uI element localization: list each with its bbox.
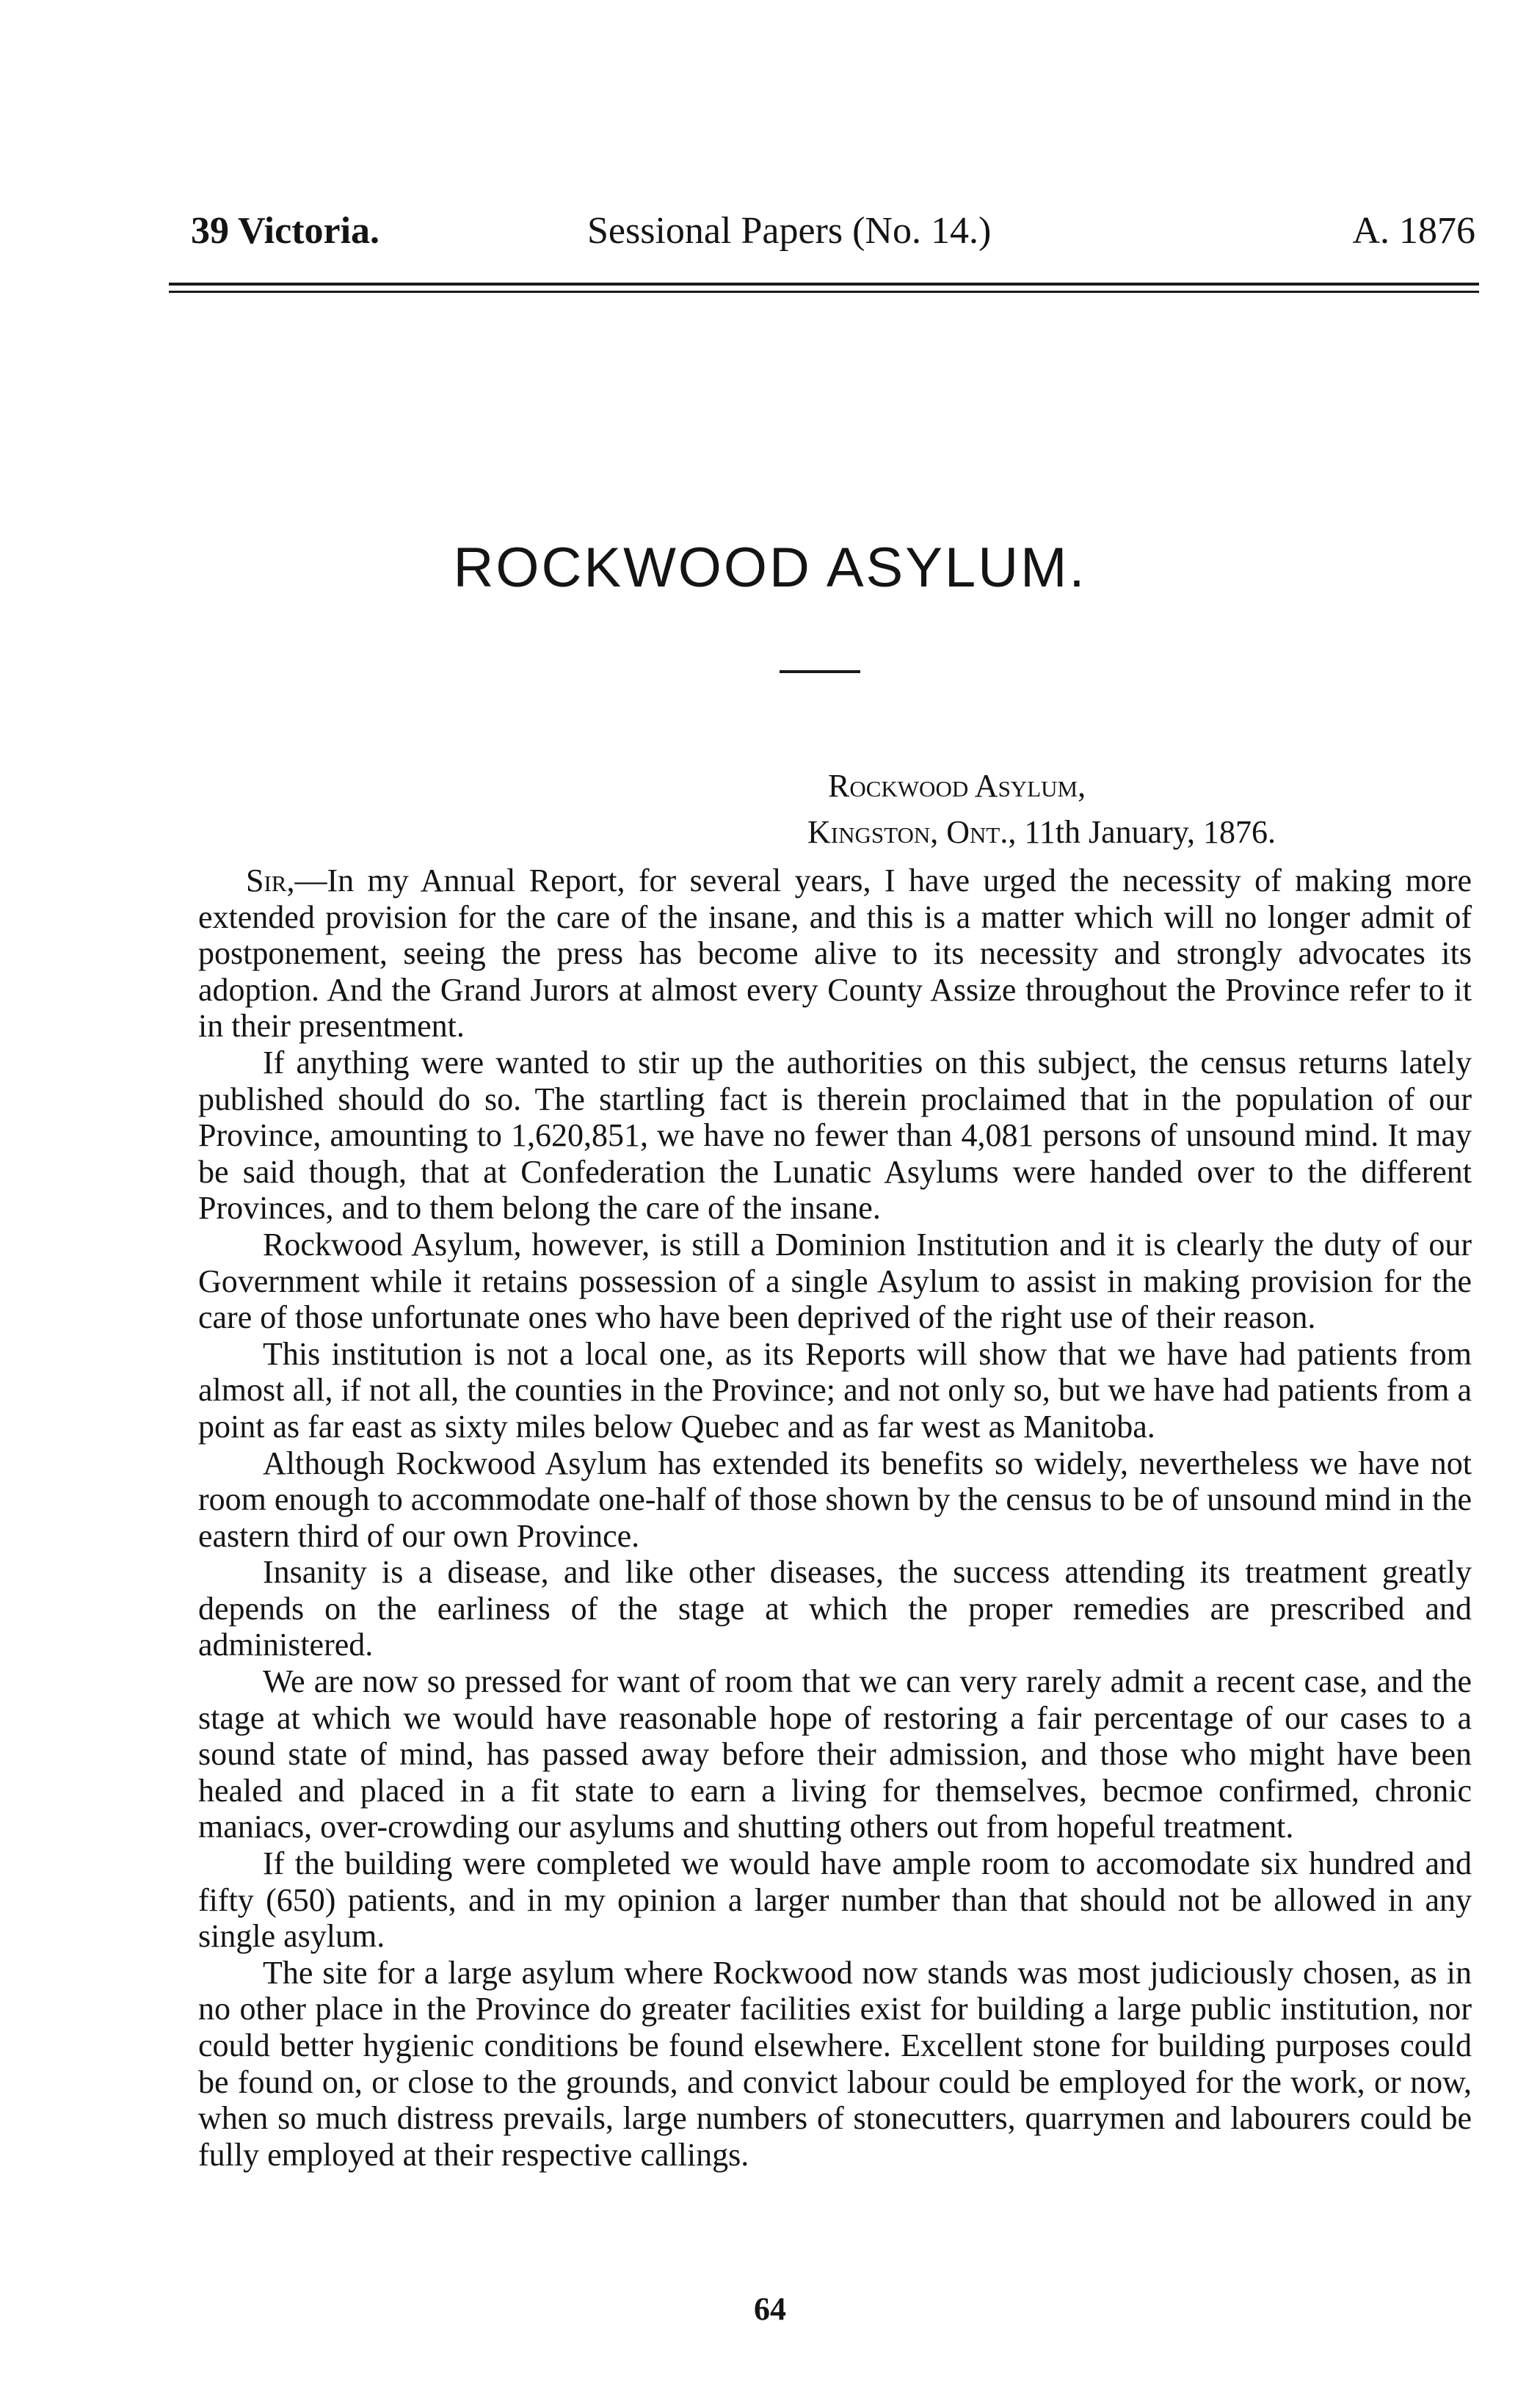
paragraph: If anything were wanted to stir up the authorities on this subject, the census returns lately published should do so. The startling fact is therein proclaimed that in the population of our Province, amounting to 1,620,851, we have no fewer than 4,081 persons of unsound mind. It may be said though, that at Confederation the Lunatic Asylums were handed over to the different Provinces, and to them belong the care of the insane. (198, 1044, 1472, 1227)
paragraph: Rockwood Asylum, however, is still a Dominion Institution and it is clearly the duty of our Government while it retains possession of a single Asylum to assist in making provision for the care of those unfortunate ones who have been deprived of the right use of their reason. (198, 1226, 1472, 1336)
header-rule-bottom (169, 291, 1479, 293)
paragraph: Although Rockwood Asylum has extended its benefits so widely, nevertheless we have not room enough to accommodate one-half of those shown by the census to be of unsound mind in the eastern third of our own Province. (198, 1445, 1472, 1554)
paragraph: This institution is not a local one, as its Reports will show that we have had patients from almost all, if not all, the counties in the Province; and not only so, but we have had patients from a point as far east as sixty miles below Quebec and as far west as Manitoba. (198, 1335, 1472, 1445)
page-number: 64 (754, 2291, 786, 2327)
dateline-institution: Rockwood Asylum, (828, 768, 1086, 804)
dateline-date: 11th January, 1876. (1024, 814, 1276, 850)
letter-body (198, 863, 1472, 2173)
header-rule-top (169, 283, 1479, 286)
salutation: Sir, (246, 863, 295, 898)
paragraph: We are now so pressed for want of room that we can very rarely admit a recent case, and the stage at which we would have reasonable hope of restoring a fair percentage of our cases to a sound state of mind, has passed away before their admission, and those who might have been healed and placed in a fit state to earn a living for themselves, becmoe confirmed, chronic maniacs, over-crowding our asylums and shutting others out from hopeful treatment. (198, 1663, 1472, 1845)
paragraph: If the building were completed we would have ample room to accomodate six hundred and fifty (650) patients, and in my opinion a larger number than that should not be allowed in any single asylum. (198, 1845, 1472, 1955)
paragraph (198, 863, 1472, 1045)
running-header (191, 209, 1475, 268)
title-divider (780, 670, 860, 673)
dateline-place: Kingston, Ont., (807, 814, 1017, 850)
header-volume: 39 Victoria. (191, 210, 380, 252)
header-series: Sessional Papers (No. 14.) (587, 210, 992, 252)
dateline-place-date (807, 813, 1276, 851)
document-title: ROCKWOOD ASYLUM. (453, 537, 1087, 599)
header-year: A. 1876 (1352, 210, 1475, 252)
paragraph: The site for a large asylum where Rockwood now stands was most judiciously chosen, as in no other place in the Province do greater facilities exist for building a large public institution, nor could better hygienic conditions be found elsewhere. Excellent stone for building purposes could be found on, or close to the grounds, and convict labour could be employed for the work, or now, when so much distress prevails, large numbers of stonecutters, quarrymen and labourers could be fully employed at their respective callings. (198, 1954, 1472, 2173)
paragraph-text: —In my Annual Report, for several years, I have urged the necessity of making more extended provision for the care of the insane, and this is a matter which will no longer admit of postponement, seeing the press has become alive to its necessity and strongly advocates its adoption. And the Grand Jurors at almost every County Assize throughout the Province refer to it in their presentment. (198, 863, 1472, 1045)
paragraph: Insanity is a disease, and like other diseases, the success attending its treatment greatly depends on the earliness of the stage at which the proper remedies are prescribed and administered. (198, 1554, 1472, 1663)
